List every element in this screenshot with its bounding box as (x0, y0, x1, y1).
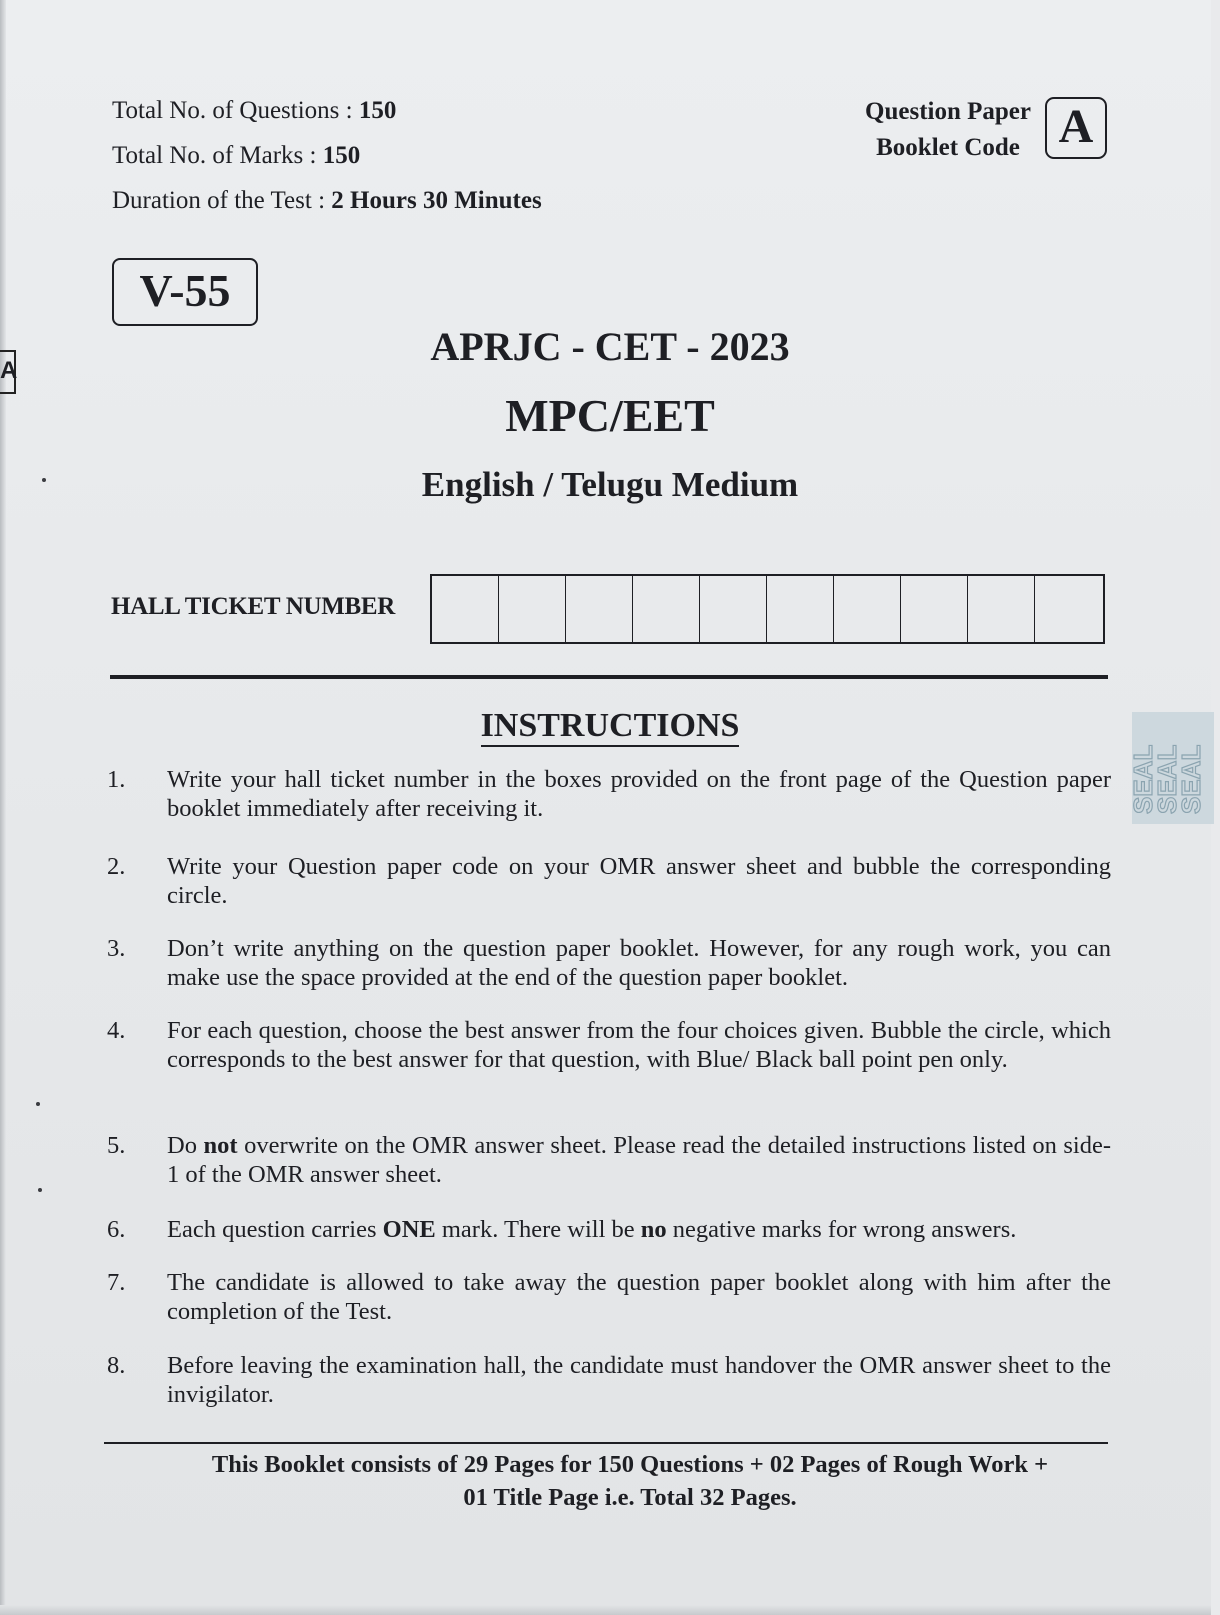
seal-text-3: SEAL (1176, 744, 1206, 814)
instruction-emphasis: ONE (382, 1216, 436, 1243)
instruction-text-part: The candidate is allowed to take away the question paper booklet along with him after the completion of the Test. (167, 1269, 1111, 1325)
hall-ticket-digit-box[interactable] (901, 576, 968, 642)
instruction-text-part: Before leaving the examination hall, the candidate must handover the OMR answer sheet to the invigilator. (167, 1352, 1111, 1408)
group-title: MPC/EET (505, 390, 715, 441)
booklet-code-label-line2: Booklet Code (876, 134, 1020, 161)
hall-ticket-digit-box[interactable] (700, 576, 767, 642)
margin-code-mark: A (0, 350, 16, 394)
instruction-text-part: For each question, choose the best answer from the four choices given. Bubble the circle, which corresponds to the best answer for that question, with Blue/ Black ball point pen only. (167, 1017, 1111, 1073)
scan-speck (42, 478, 46, 482)
hall-ticket-digit-box[interactable] (566, 576, 633, 642)
hall-ticket-digit-box[interactable] (1035, 576, 1103, 642)
instruction-item (107, 1131, 1111, 1189)
instruction-emphasis: no (640, 1216, 667, 1243)
footer-divider (104, 1442, 1108, 1444)
duration-value: 2 Hours 30 Minutes (331, 187, 542, 214)
instruction-item (107, 1215, 1111, 1244)
instruction-number: 1. (107, 766, 126, 793)
total-questions (112, 96, 396, 126)
instruction-text-part: negative marks for wrong answers. (666, 1216, 1017, 1243)
scan-speck (36, 1102, 40, 1106)
total-marks (112, 141, 360, 171)
instruction-number: 3. (107, 935, 126, 962)
seal-text-1: SEAL (1128, 744, 1158, 814)
hall-ticket-digit-box[interactable] (968, 576, 1035, 642)
hall-ticket-boxes[interactable] (430, 574, 1105, 644)
instruction-item (107, 765, 1111, 823)
scan-speck (38, 1188, 42, 1192)
page-left-edge (0, 0, 6, 1615)
hall-ticket-digit-box[interactable] (834, 576, 901, 642)
instruction-item (107, 1351, 1111, 1409)
total-marks-value: 150 (322, 142, 361, 169)
instruction-text (167, 852, 1111, 910)
instructions-heading (0, 706, 1220, 746)
instruction-number: 4. (107, 1017, 126, 1044)
test-duration (112, 186, 542, 216)
instruction-text (167, 934, 1111, 992)
instruction-emphasis: not (203, 1132, 238, 1159)
section-divider (110, 675, 1108, 679)
footer-line-2: 01 Title Page i.e. Total 32 Pages. (463, 1484, 797, 1511)
booklet-code-box: A (1045, 97, 1107, 159)
instruction-text-part: overwrite on the OMR answer sheet. Please read the detailed instructions listed on side-1 of the OMR answer sheet. (167, 1132, 1111, 1188)
instruction-text-part: Don’t write anything on the question paper booklet. However, for any rough work, you can make use the space provided at the end of the question paper booklet. (167, 935, 1111, 991)
booklet-code-label (858, 94, 1038, 166)
hall-ticket-digit-box[interactable] (432, 576, 499, 642)
instruction-item (107, 1268, 1111, 1326)
medium-title: English / Telugu Medium (421, 465, 799, 504)
hall-ticket-digit-box[interactable] (499, 576, 566, 642)
instruction-text (167, 1351, 1111, 1409)
hall-ticket-label: HALL TICKET NUMBER (111, 593, 396, 620)
seal-text-2: SEAL (1152, 744, 1182, 814)
instruction-number: 7. (107, 1269, 126, 1296)
seal-sticker (1128, 712, 1214, 824)
booklet-code-label-line1: Question Paper (865, 98, 1031, 125)
instruction-item (107, 1016, 1111, 1074)
instruction-text (167, 1016, 1111, 1074)
instruction-number: 6. (107, 1216, 126, 1243)
instruction-text-part: Write your hall ticket number in the boxes provided on the front page of the Question paper booklet immediately after receiving it. (167, 766, 1111, 822)
instruction-number: 8. (107, 1352, 126, 1379)
instruction-text-part: mark. There will be (435, 1216, 641, 1243)
instruction-text (167, 765, 1111, 823)
instructions-heading-text: INSTRUCTIONS (481, 707, 740, 747)
instruction-text-part: Write your Question paper code on your OMR answer sheet and bubble the corresponding circle. (167, 853, 1111, 909)
instruction-number: 5. (107, 1132, 126, 1159)
instruction-item (107, 934, 1111, 992)
instruction-text-part: Each question carries (167, 1216, 383, 1243)
page-bottom-edge (0, 1605, 1211, 1615)
set-code-box: V-55 (112, 258, 258, 326)
total-marks-label: Total No. of Marks : (112, 142, 323, 169)
instruction-item (107, 852, 1111, 910)
total-questions-value: 150 (358, 97, 397, 124)
hall-ticket-digit-box[interactable] (633, 576, 700, 642)
instruction-text-part: Do (167, 1132, 204, 1159)
duration-label: Duration of the Test : (112, 187, 332, 214)
instruction-text (167, 1131, 1111, 1189)
footer-line-1: This Booklet consists of 29 Pages for 150 Questions + 02 Pages of Rough Work + (211, 1451, 1049, 1478)
instruction-text (167, 1215, 1111, 1244)
hall-ticket-digit-box[interactable] (767, 576, 834, 642)
instruction-text (167, 1268, 1111, 1326)
seal-sticker-graphic (1128, 712, 1214, 824)
total-questions-label: Total No. of Questions : (112, 97, 359, 124)
exam-title: APRJC - CET - 2023 (430, 324, 790, 369)
instruction-number: 2. (107, 853, 126, 880)
